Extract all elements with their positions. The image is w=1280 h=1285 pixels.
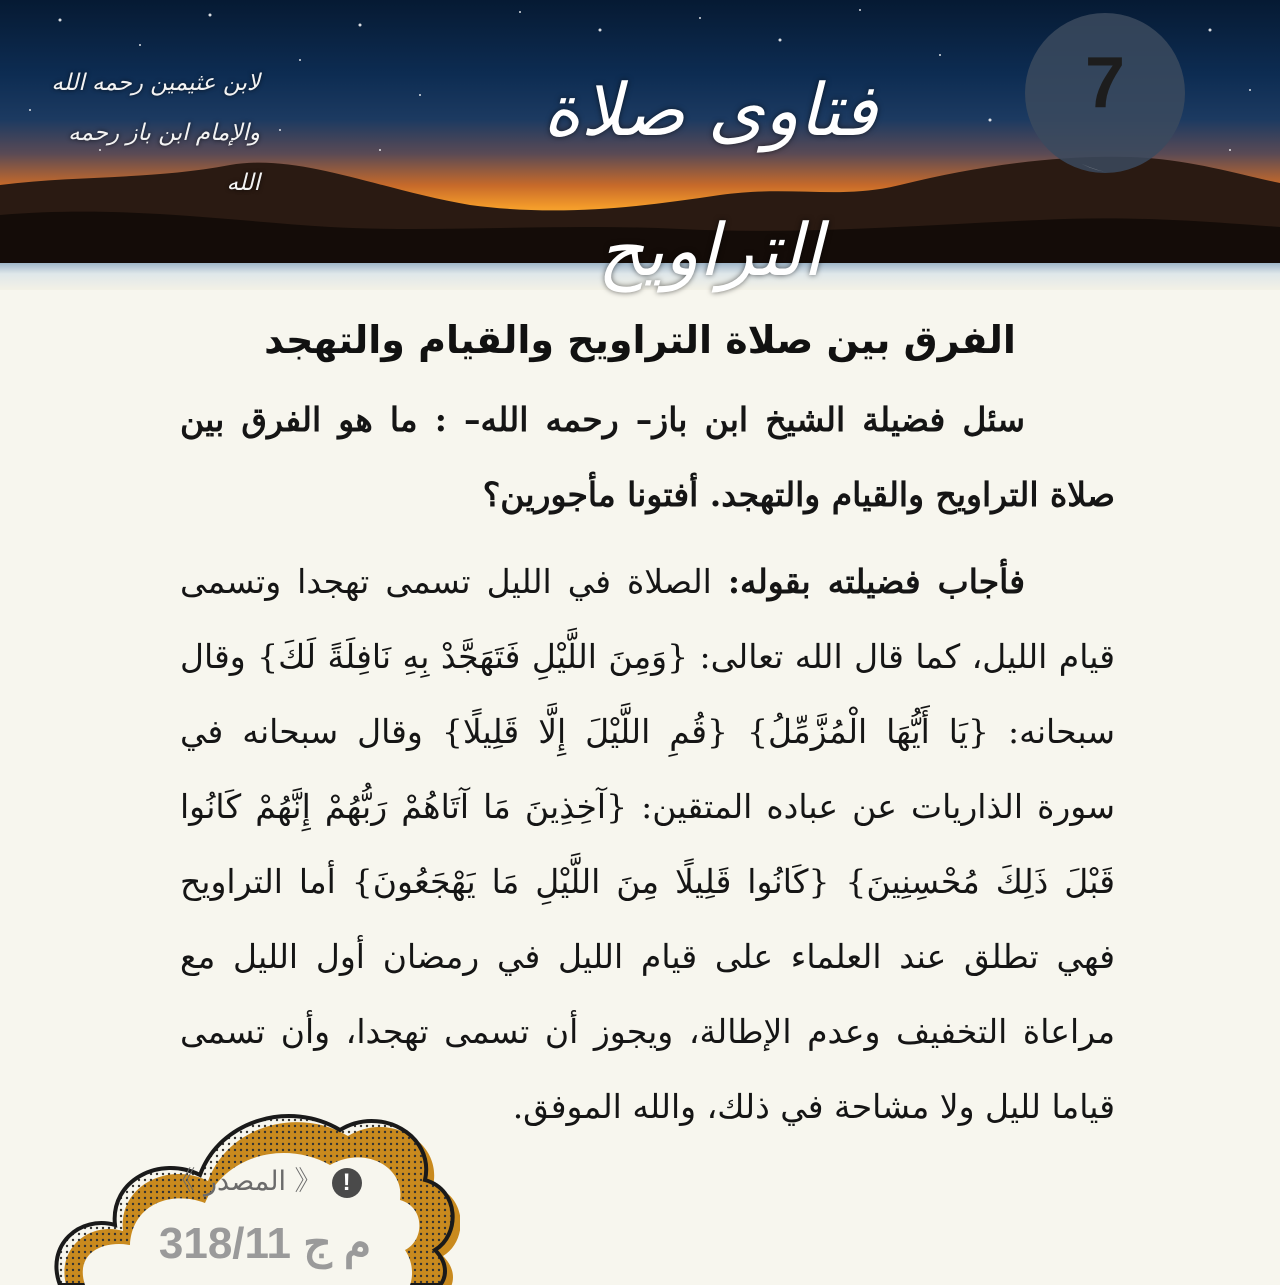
answer-lead: فأجاب فضيلته بقوله: [727,562,1025,601]
source-label-text: 《 المصدر 》 [168,1166,322,1197]
question-paragraph [180,382,1115,532]
scholars-line-1: لابن عثيمين رحمه الله [51,70,260,96]
question-text: سئل فضيلة الشيخ ابن باز– رحمه الله– : ما هو الفرق بين صلاة التراويح والقيام والتهجد. أفتونا مأجورين؟ [180,400,1115,514]
page-title: فتاوى صلاة التراويح [543,68,877,292]
episode-number: 7 [1084,43,1126,123]
source-reference: م ج 318/11 [158,1219,372,1268]
article-heading: الفرق بين صلاة التراويح والقيام والتهجد [264,318,1016,362]
scholars-line-2: والإمام ابن باز رحمه الله [68,120,260,196]
answer-paragraph [180,544,1115,1144]
answer-text: الصلاة في الليل تسمى تهجدا وتسمى قيام الليل، كما قال الله تعالى: {وَمِنَ اللَّيْلِ فَتَهَجَّدْ بِهِ نَافِلَةً لَكَ} وقال سبحانه: {يَا أَيُّهَا الْمُزَّمِّلُ} {قُمِ اللَّيْلَ إِلَّا قَلِيلًا} وقال سبحانه في سورة الذاريات عن عباده المتقين: {آخِذِينَ مَا آتَاهُمْ رَبُّهُمْ إِنَّهُمْ كَانُوا قَبْلَ ذَلِكَ مُحْسِنِينَ} {كَانُوا قَلِيلًا مِنَ اللَّيْلِ مَا يَهْجَعُونَ} أما التراويح فهي تطلق عند العلماء على قيام الليل في رمضان أول الليل مع مراعاة التخفيف وعدم الإطالة، ويجوز أن تسمى تهجدا، وأن تسمى قياما لليل ولا مشاحة في ذلك، والله الموفق. [180,562,1115,1126]
source-label [150,1160,380,1204]
scholars-credit [40,58,260,208]
exclamation-icon: ! [332,1168,362,1198]
